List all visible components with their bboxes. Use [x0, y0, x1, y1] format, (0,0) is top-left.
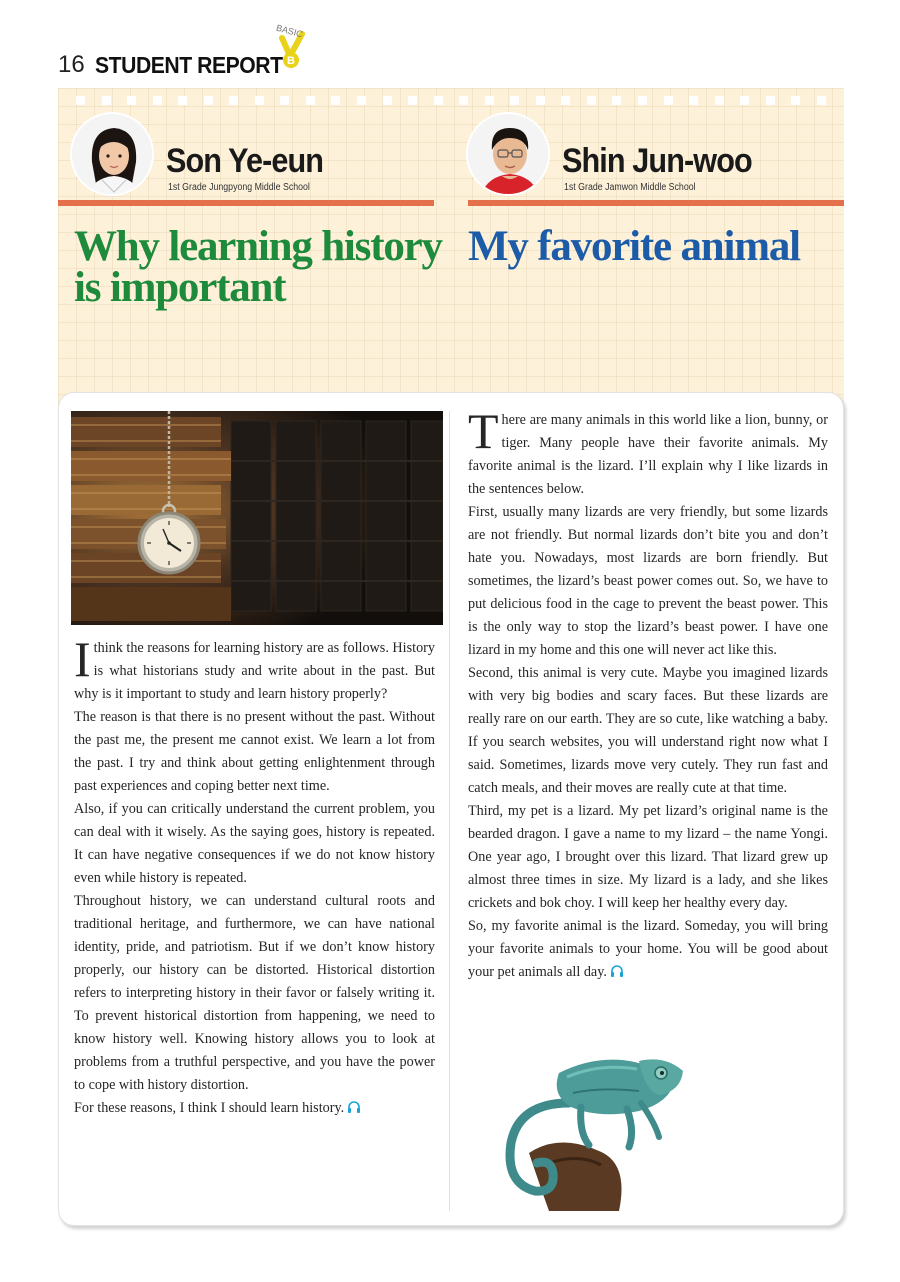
paragraph: So, my favorite animal is the lizard. Someday, you will bring your favorite animals to your home. You will be good about your pet animals all day.	[468, 918, 828, 980]
paragraph: There are many animals in this world like a lion, bunny, or tiger. Many people have their favorite animals. My favorite animal is the lizard. I’ll explain why I like lizards in the sentences below.	[468, 403, 828, 497]
author-school: 1st Grade Jungpyong Middle School	[168, 182, 310, 193]
headphone-icon[interactable]	[610, 962, 624, 974]
page-header	[58, 22, 304, 80]
paragraph: Third, my pet is a lizard. My pet lizard’s original name is the bearded dragon. I gave a name to my lizard – the name Yongi. One year ago, I brought over this lizard. That lizard grew up almost three times in size. My lizard is a lady, and she likes crickets and bok choy. I will keep her healthy every day.	[468, 803, 828, 911]
paragraph: Throughout history, we can understand cultural roots and traditional heritage, and furthermore, we can have national identity, pride, and patriotism. But if we don’t know history properly, our history can be distorted. Historical distortion refers to interpreting history in their favor or falsely writing it. To prevent historical distortion from happening, we need to know history well. Knowing history allows you to look at problems from a truthful perspective, and you have the power to cope with history distortion.	[74, 893, 435, 1093]
author-name: Shin Jun-woo	[562, 142, 752, 180]
perforation-dots	[76, 96, 826, 106]
accent-rule-right	[468, 200, 844, 206]
title-panel	[58, 88, 844, 428]
article-body-history	[74, 631, 435, 1120]
headphone-icon[interactable]	[347, 1098, 361, 1110]
accent-rule-left	[58, 200, 434, 206]
section-title: STUDENT REPORT	[94, 52, 283, 78]
column-divider	[449, 411, 450, 1211]
article-title-animal: My favorite animal	[468, 223, 800, 270]
badge-label: BASIC	[275, 22, 304, 40]
student-portrait-shin-jun-woo	[466, 112, 550, 196]
paragraph: I think the reasons for learning history are as follows. History is what historians study and write about in the past. But why is it important to study and learn history properly?	[74, 631, 435, 702]
paragraph: For these reasons, I think I should learn history.	[74, 1097, 435, 1120]
paragraph: Also, if you can critically understand the current problem, you can deal with it wisely. As the saying goes, history is repeated. It can have negative consequences if we do not know history even while history is repeated.	[74, 801, 435, 886]
paragraph: First, usually many lizards are very friendly, but some lizards are not friendly. But normal lizards don’t bite you and don’t hate you. Nowadays, most lizards are born friendly. But sometimes, the lizard’s beast power comes out. So, we have to put delicious food in the cage to prevent the beast power. This is the only way to stop the lizard’s beast power. I have one lizard in my home and this one will never act like this.	[468, 504, 828, 658]
page-number: 16	[58, 51, 85, 78]
paragraph: The reason is that there is no present without the past. Without the past me, the present me cannot exist. We learn a lot from the past. I try and think about getting enlightenment through past experiences and coping better next time.	[74, 709, 435, 794]
student-portrait-son-ye-eun	[70, 112, 154, 196]
badge-letter: B	[287, 55, 295, 67]
author-school: 1st Grade Jamwon Middle School	[564, 182, 696, 193]
article-title-history: Why learning history is important	[74, 223, 442, 311]
chameleon-photo	[489, 1033, 689, 1213]
basic-badge-icon	[274, 22, 308, 70]
pocket-watch-photo	[71, 411, 443, 625]
paragraph: Second, this animal is very cute. Maybe you imagined lizards with very big bodies and scary faces. But these lizards are really rare on our earth. They are so cute, like watching a baby. If you search websites, you will understand right now what I said. Sometimes, lizards move very cutely. They run fast and catch meals, and their moves are really cute at that time.	[468, 665, 828, 796]
dropcap: T	[468, 403, 499, 459]
dropcap: I	[74, 631, 91, 687]
author-block-left	[70, 112, 434, 206]
author-block-right	[466, 112, 836, 206]
content-card	[58, 392, 844, 1226]
article-body-animal	[468, 403, 828, 984]
author-name: Son Ye-eun	[166, 142, 324, 180]
